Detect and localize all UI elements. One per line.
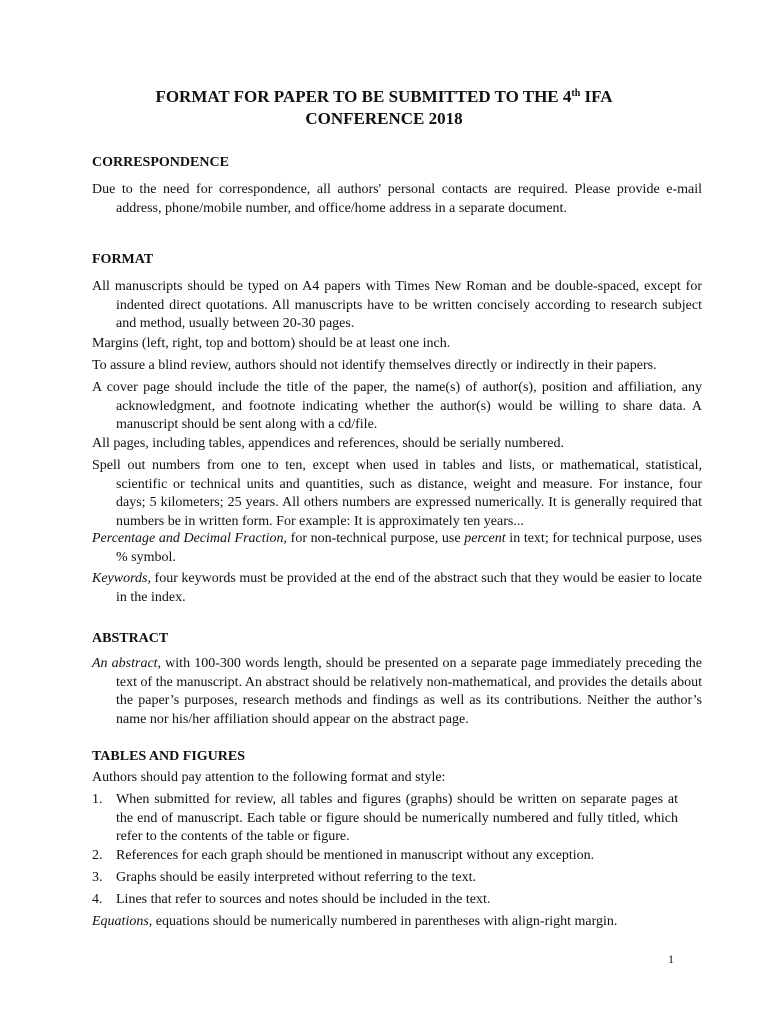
list-item-text: When submitted for review, all tables and figures (graphs) should be written on separate pages at the end of manuscript. Each table or figure should be numerically numbered and fully titled, which refer to the contents of the table or figure. [116,792,678,844]
title-line2: CONFERENCE 2018 [305,109,463,128]
paragraph-format-5: All pages, including tables, appendices and references, should be serially numbered. [92,436,564,451]
keywords-italic-lead: Keywords, [92,571,151,586]
abstract-italic-lead: An abstract, [92,656,162,671]
heading-correspondence: CORRESPONDENCE [92,155,229,170]
page-number: 1 [668,952,674,966]
list-item-text: Graphs should be easily interpreted without referring to the text. [116,870,477,885]
paragraph-format-8 [92,570,702,607]
list-item-text: References for each graph should be mentioned in manuscript without any exception. [116,848,595,863]
paragraph-correspondence: Due to the need for correspondence, all authors' personal contacts are required. Please provide e-mail address, phone/mobile number, and office/home address in a separate document. [92,182,702,216]
list-item-number: 3. [92,870,103,885]
heading-abstract: ABSTRACT [92,631,169,646]
paragraph-format-2: Margins (left, right, top and bottom) should be at least one inch. [92,336,451,351]
percentage-italic-lead: Percentage and Decimal Fraction, [92,531,288,546]
paragraph-format-1: All manuscripts should be typed on A4 papers with Times New Roman and be double-spaced, except for indented direct quotations. All manuscripts have to be written concisely according to research subject and method, usually between 20-30 pages. [92,279,702,331]
equations-text: equations should be numerically numbered in parentheses with align-right margin. [152,914,618,929]
list-item [92,791,678,847]
percentage-text-2: in text; for technical purpose, uses % symbol. [116,531,703,565]
paragraph-abstract [92,655,702,729]
keywords-text: four keywords must be provided at the end of the abstract such that they would be easier to locate in the index. [116,571,702,605]
list-item-number: 2. [92,848,103,863]
list-item-number: 4. [92,892,103,907]
list-item [92,869,678,888]
heading-tables-figures: TABLES AND FIGURES [92,749,246,764]
list-item-text: Lines that refer to sources and notes should be included in the text. [116,892,491,907]
equations-italic-lead: Equations, [92,914,153,929]
title-line1-end: IFA [580,87,613,106]
tables-figures-intro: Authors should pay attention to the following format and style: [92,770,446,785]
abstract-text: with 100-300 words length, should be presented on a separate page immediately preceding the text of the manuscript. An abstract should be relatively non-mathematical, and provides the details about the paper’s purposes, research methods and findings as well as its contributions. Neither the author’s name nor his/her affiliation should appear on the abstract page. [116,656,702,727]
document-title [90,86,678,130]
list-item [92,891,678,910]
title-line1-main: FORMAT FOR PAPER TO BE SUBMITTED TO THE 4 [155,87,572,106]
list-item [92,847,678,866]
paragraph-format-3: To assure a blind review, authors should not identify themselves directly or indirectly in their papers. [92,358,657,373]
heading-format: FORMAT [92,252,154,267]
paragraph-format-6: Spell out numbers from one to ten, except when used in tables and lists, or mathematical, statistical, scientific or technical units and quantities, such as distance, weight and measure. For instance, four days; 5 kilometers; 25 years. All others numbers are expressed numerically. It is generally required that numbers be in written form. For example: It is approximately ten years... [92,458,702,529]
paragraph-format-7 [92,530,702,567]
title-superscript: th [571,88,581,99]
paragraph-equations [92,913,678,932]
paragraph-format-4: A cover page should include the title of the paper, the name(s) of author(s), position and affiliation, any acknowledgment, and footnote indicating whether the author(s) would be willing to share data. A manuscript should be sent along with a cd/file. [92,380,702,432]
percent-italic-word: percent [464,531,506,546]
percentage-text-1: for non-technical purpose, use [287,531,465,546]
list-item-number: 1. [92,792,103,807]
